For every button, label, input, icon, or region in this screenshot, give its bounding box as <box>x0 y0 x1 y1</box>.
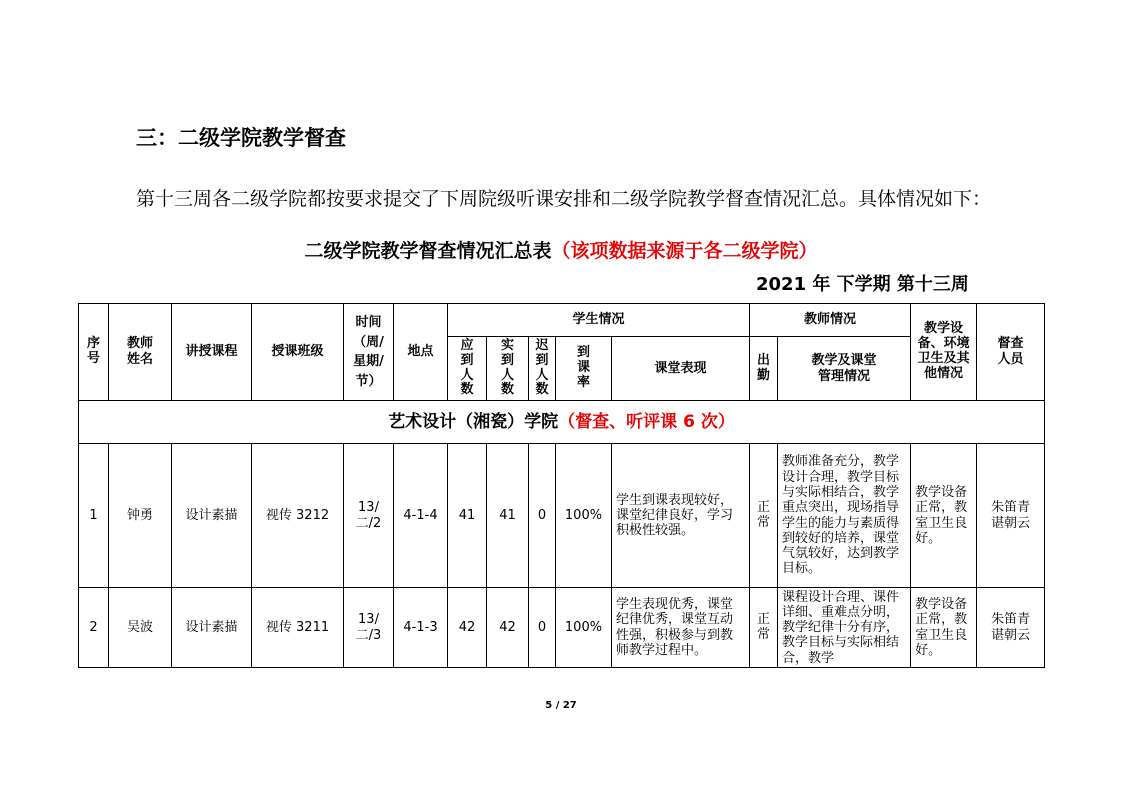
cell-actual: 41 <box>487 444 529 588</box>
header-performance: 课堂表现 <box>612 337 750 401</box>
header-place: 地点 <box>394 304 448 401</box>
cell-actual: 42 <box>487 588 529 668</box>
table-title-main: 二级学院教学督查情况汇总表 <box>304 240 552 262</box>
cell-place: 4-1-4 <box>394 444 448 588</box>
header-course: 讲授课程 <box>172 304 252 401</box>
cell-teacher: 钟勇 <box>109 444 172 588</box>
college-name: 艺术设计（湘瓷）学院 <box>388 411 559 432</box>
header-should: 应到人数 <box>448 337 487 401</box>
header-seq: 序号 <box>79 304 109 401</box>
term-label: 2021 年 下学期 第十三周 <box>756 274 969 295</box>
header-teacher-group: 教师情况 <box>750 304 911 337</box>
intro-paragraph: 第十三周各二级学院都按要求提交了下周院级听课安排和二级学院教学督查情况汇总。具体情况如下： <box>136 188 992 210</box>
cell-rate: 100% <box>556 444 612 588</box>
section-title: 三：二级学院教学督查 <box>136 126 346 150</box>
cell-performance: 学生表现优秀，课堂纪律优秀，课堂互动性强，积极参与到教师教学过程中。 <box>612 588 750 668</box>
cell-attendance: 正常 <box>750 444 778 588</box>
header-attendance: 出勤 <box>750 337 778 401</box>
header-late: 迟到人数 <box>529 337 556 401</box>
cell-equipment: 教学设备正常，教室卫生良好。 <box>911 588 977 668</box>
header-actual: 实到人数 <box>487 337 529 401</box>
cell-inspector: 朱笛青谌朝云 <box>977 444 1045 588</box>
cell-class: 视传 3211 <box>252 588 344 668</box>
header-class: 授课班级 <box>252 304 344 401</box>
cell-equipment: 教学设备正常，教室卫生良好。 <box>911 444 977 588</box>
cell-late: 0 <box>529 444 556 588</box>
cell-course: 设计素描 <box>172 588 252 668</box>
table-row <box>79 444 1045 588</box>
cell-management: 课程设计合理、课件详细、重难点分明，教学纪律十分有序，教学目标与实际相结合，教学 <box>778 588 911 668</box>
supervision-table <box>78 303 1045 668</box>
cell-seq: 2 <box>79 588 109 668</box>
table-title <box>0 236 1122 263</box>
cell-attendance: 正常 <box>750 588 778 668</box>
cell-teacher: 吴波 <box>109 588 172 668</box>
header-rate: 到课率 <box>556 337 612 401</box>
cell-management: 教师准备充分，教学设计合理，教学目标与实际相结合，教学重点突出，现场指导学生的能力与素质得到较好的培养，课堂气氛较好，达到教学目标。 <box>778 444 911 588</box>
cell-late: 0 <box>529 588 556 668</box>
header-management: 教学及课堂管理情况 <box>778 337 911 401</box>
cell-class: 视传 3212 <box>252 444 344 588</box>
cell-rate: 100% <box>556 588 612 668</box>
cell-place: 4-1-3 <box>394 588 448 668</box>
header-inspector: 督查人员 <box>977 304 1045 401</box>
college-row <box>79 401 1045 444</box>
header-equipment: 教学设备、环境卫生及其他情况 <box>911 304 977 401</box>
cell-time: 13/二/2 <box>344 444 394 588</box>
college-note: （督查、听评课 6 次） <box>558 411 735 432</box>
cell-course: 设计素描 <box>172 444 252 588</box>
cell-time: 13/二/3 <box>344 588 394 668</box>
header-teacher: 教师姓名 <box>109 304 172 401</box>
table-title-note: （该项数据来源于各二级学院） <box>551 240 818 262</box>
cell-should: 42 <box>448 588 487 668</box>
header-time: 时间（周/星期/节） <box>344 304 394 401</box>
table-row <box>79 588 1045 668</box>
header-student-group: 学生情况 <box>448 304 750 337</box>
cell-inspector: 朱笛青谌朝云 <box>977 588 1045 668</box>
cell-should: 41 <box>448 444 487 588</box>
page-number: 5 / 27 <box>545 700 577 711</box>
cell-seq: 1 <box>79 444 109 588</box>
cell-performance: 学生到课表现较好，课堂纪律良好，学习积极性较强。 <box>612 444 750 588</box>
